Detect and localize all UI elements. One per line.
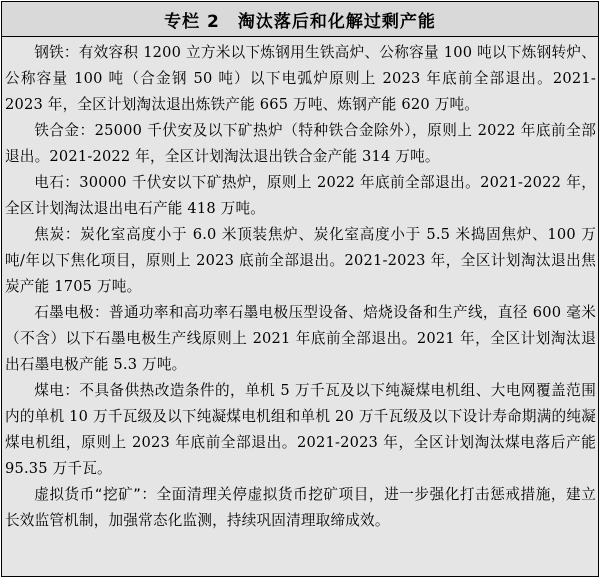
paragraph-label: 电石： [34,174,80,191]
paragraph-text: 普通功率和高功率石墨电极压型设备、焙烧设备和生产线，直径 600 毫米（不含）以下石墨电极生产线原则上 2021 年底前全部退出。2021 年，全区计划淘汰退出石墨电极产能 5.3 万吨。 [5,304,596,373]
paragraph-label: 铁合金： [34,122,95,139]
paragraph-text: 30000 千伏安以下矿热炉，原则上 2022 年底前全部退出。2021-2022 年，全区计划淘汰退出电石产能 418 万吨。 [5,174,596,217]
paragraph-label: 煤电： [34,382,80,399]
paragraph-text: 不具备供热改造条件的，单机 5 万千瓦及以下纯凝煤电机组、大电网覆盖范围内的单机 10 万千瓦级及以下纯凝煤电机组和单机 20 万千瓦级及以下设计寿命期满的纯凝煤电机组，原则上 2023 年底前全部退出。2021-2023 年，全区计划淘汰煤电落后产能 95.35 万千瓦。 [5,382,596,477]
paragraph-calcium-carbide [2,170,598,222]
paragraph-crypto-mining [2,482,598,534]
column-box [1,1,599,577]
paragraph-coke [2,222,598,300]
paragraph-ferroalloy [2,118,598,170]
paragraph-graphite-electrode [2,300,598,378]
paragraph-text: 有效容积 1200 立方米以下炼钢用生铁高炉、公称容量 100 吨以下炼钢转炉、公称容量 100 吨（合金钢 50 吨）以下电弧炉原则上 2023 年底前全部退出。2021-2023 年，全区计划淘汰退出炼铁产能 665 万吨、炼钢产能 620 万吨。 [5,44,596,113]
column-title: 专栏 2 淘汰落后和化解过剩产能 [2,2,598,37]
paragraph-label: 石墨电极： [34,304,109,321]
paragraph-label: 钢铁： [34,44,79,61]
paragraph-steel [2,37,598,118]
paragraph-text: 25000 千伏安及以下矿热炉（特种铁合金除外），原则上 2022 年底前全部退出。2021-2022 年，全区计划淘汰退出铁合金产能 314 万吨。 [5,122,596,165]
column-body [2,37,598,576]
paragraph-coal-power [2,378,598,482]
paragraph-text: 炭化室高度小于 6.0 米顶装焦炉、炭化室高度小于 5.5 米捣固焦炉、100 万吨/年以下焦化项目，原则上 2023 底前全部退出。2021-2023 年，全区计划淘汰退出焦炭产能 1705 万吨。 [5,226,596,295]
paragraph-text: 全面清理关停虚拟货币挖矿项目，进一步强化打击惩戒措施，建立长效监管机制，加强常态化监测，持续巩固清理取缔成效。 [5,486,597,529]
paragraph-label: 虚拟货币“挖矿”： [34,486,157,503]
paragraph-label: 焦炭： [34,226,81,243]
